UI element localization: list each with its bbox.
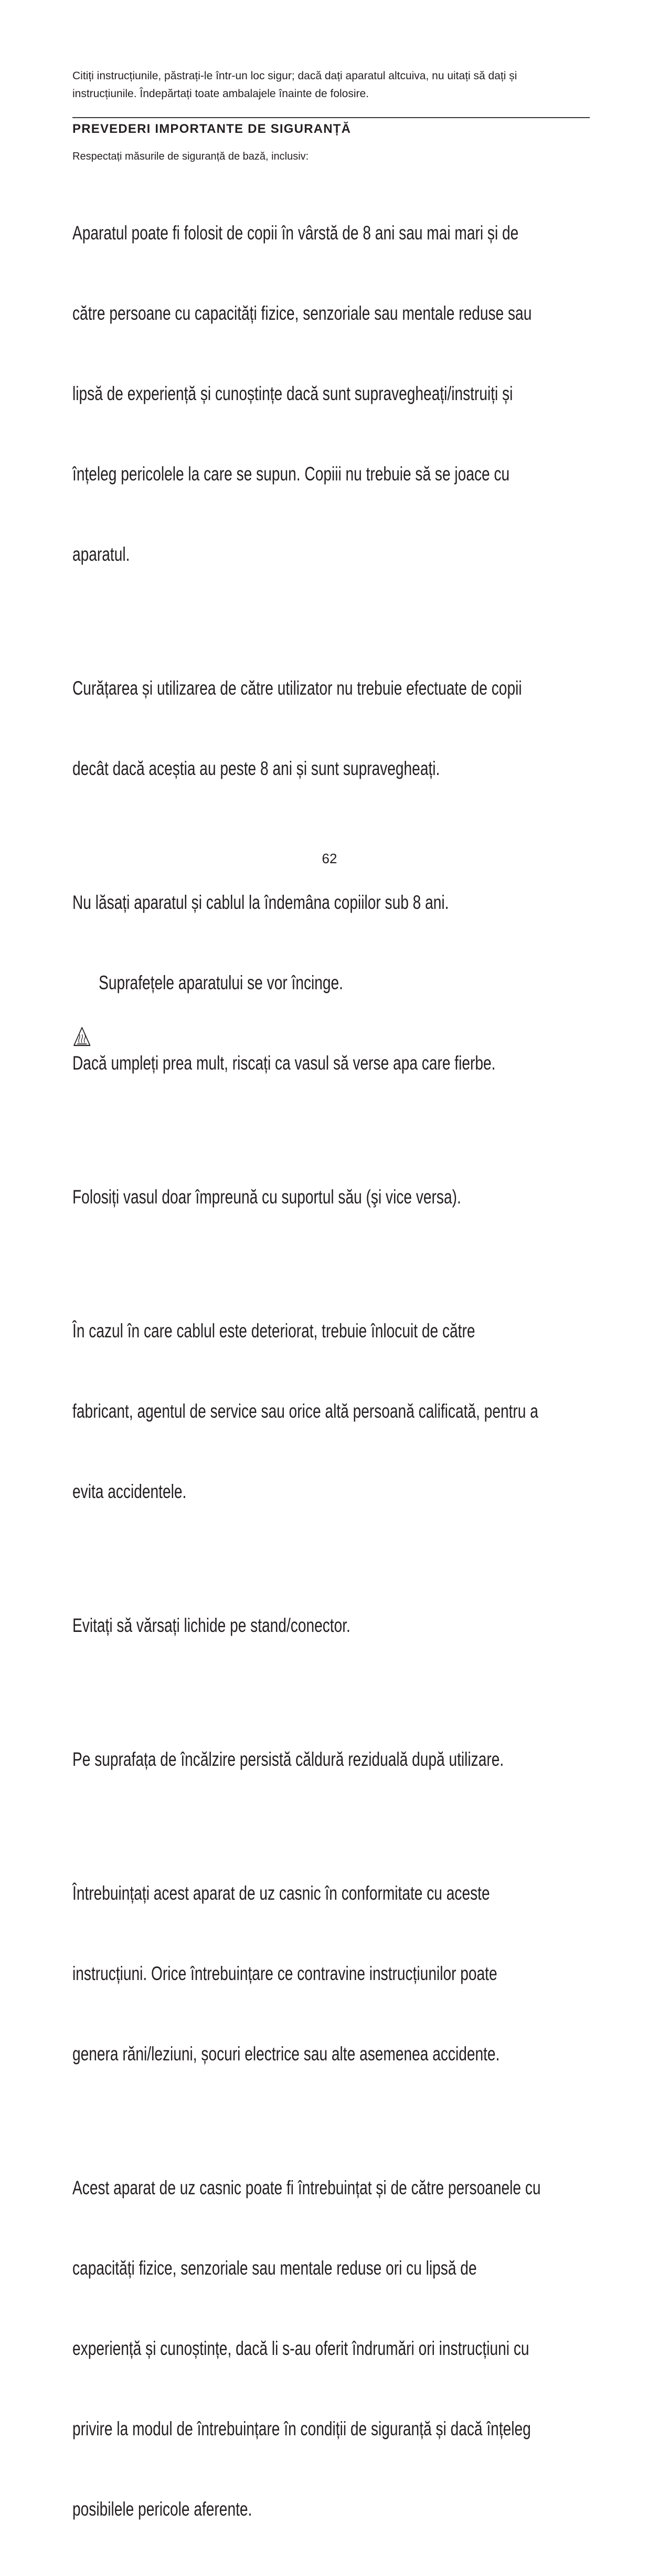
text-line: instrucțiuni. Orice întrebuințare ce contravine instrucțiunilor poate [72, 1963, 497, 1984]
text-line: capacități fizice, senzoriale sau mentale reduse ori cu lipsă de [72, 2257, 477, 2279]
instruction-supervised-use [72, 2121, 541, 2576]
page-number: 62 [322, 851, 337, 866]
intro-line: instrucțiunile. Îndepărtați toate ambalajele înainte de folosire. [72, 88, 369, 100]
instruction-damaged-cord [72, 1264, 538, 1558]
instruction-overfill [72, 996, 531, 1130]
text-line: decât dacă aceștia au peste 8 ani și sunt supravegheați. [72, 758, 440, 779]
section-title: PREVEDERI IMPORTANTE DE SIGURANȚĂ [72, 122, 352, 136]
text-line: Pe suprafața de încălzire persistă căldură reziduală după utilizare. [72, 1748, 504, 1770]
intro-text [72, 67, 576, 103]
text-line: lipsă de experiență și cunoștințe dacă sunt supravegheați/instruiți și [72, 383, 513, 404]
instruction-proper-use [72, 1826, 531, 2121]
text-line: Întrebuințați acest aparat de uz casnic în conformitate cu aceste [72, 1882, 490, 1904]
text-line: fabricant, agentul de service sau orice altă persoană calificată, pentru a [72, 1400, 538, 1422]
text-line: către persoane cu capacități fizice, senzoriale sau mentale reduse sau [72, 302, 532, 324]
instruction-cleaning [72, 621, 531, 835]
instruction-hot-surface [72, 969, 531, 996]
section-divider [72, 117, 590, 118]
text-line: aparatul. [72, 543, 130, 565]
text-line: privire la modul de întrebuințare în condiții de siguranță și dacă înțeleg [72, 2418, 531, 2439]
text-line: evita accidentele. [72, 1481, 187, 1502]
text-line: posibilele pericole aferente. [72, 2498, 252, 2520]
text-line: Suprafețele aparatului se vor încinge. [99, 972, 344, 993]
text-line: înțeleg pericolele la care se supun. Copiii nu trebuie să se joace cu [72, 463, 510, 485]
text-line: experiență și cunoștințe, dacă li s-au oferit îndrumări ori instrucțiuni cu [72, 2338, 529, 2359]
section-subtitle: Respectați măsurile de siguranță de bază, inclusiv: [72, 151, 309, 162]
instruction-children-usage [72, 166, 531, 621]
hot-surface-warning-icon [73, 973, 91, 993]
instruction-spills [72, 1558, 531, 1692]
text-line: Aparatul poate fi folosit de copii în vârstă de 8 ani sau mai mari și de [72, 222, 519, 244]
instruction-base-usage [72, 1130, 531, 1264]
text-line: Acest aparat de uz casnic poate fi întrebuințat și de către persoanele cu [72, 2177, 541, 2198]
text-line: În cazul în care cablul este deteriorat, trebuie înlocuit de către [72, 1320, 475, 1342]
intro-line: Citiți instrucțiunile, păstrați-le într-un loc sigur; dacă dați aparatul altcuiva, nu uitați să dați și [72, 70, 517, 82]
text-line: Nu lăsați aparatul și cablul la îndemâna copiilor sub 8 ani. [72, 892, 449, 913]
safety-instructions [72, 166, 541, 2576]
text-line: Evitați să vărsați lichide pe stand/conector. [72, 1615, 350, 1636]
instruction-residual-heat [72, 1692, 531, 1826]
text-line: Dacă umpleți prea mult, riscați ca vasul să verse apa care fierbe. [72, 1052, 496, 1074]
text-line: Curățarea și utilizarea de către utilizator nu trebuie efectuate de copii [72, 677, 522, 699]
text-line: genera răni/leziuni, șocuri electrice sau alte asemenea accidente. [72, 2043, 500, 2065]
text-line: Folosiți vasul doar împreună cu suportul său (şi vice versa). [72, 1186, 461, 1208]
